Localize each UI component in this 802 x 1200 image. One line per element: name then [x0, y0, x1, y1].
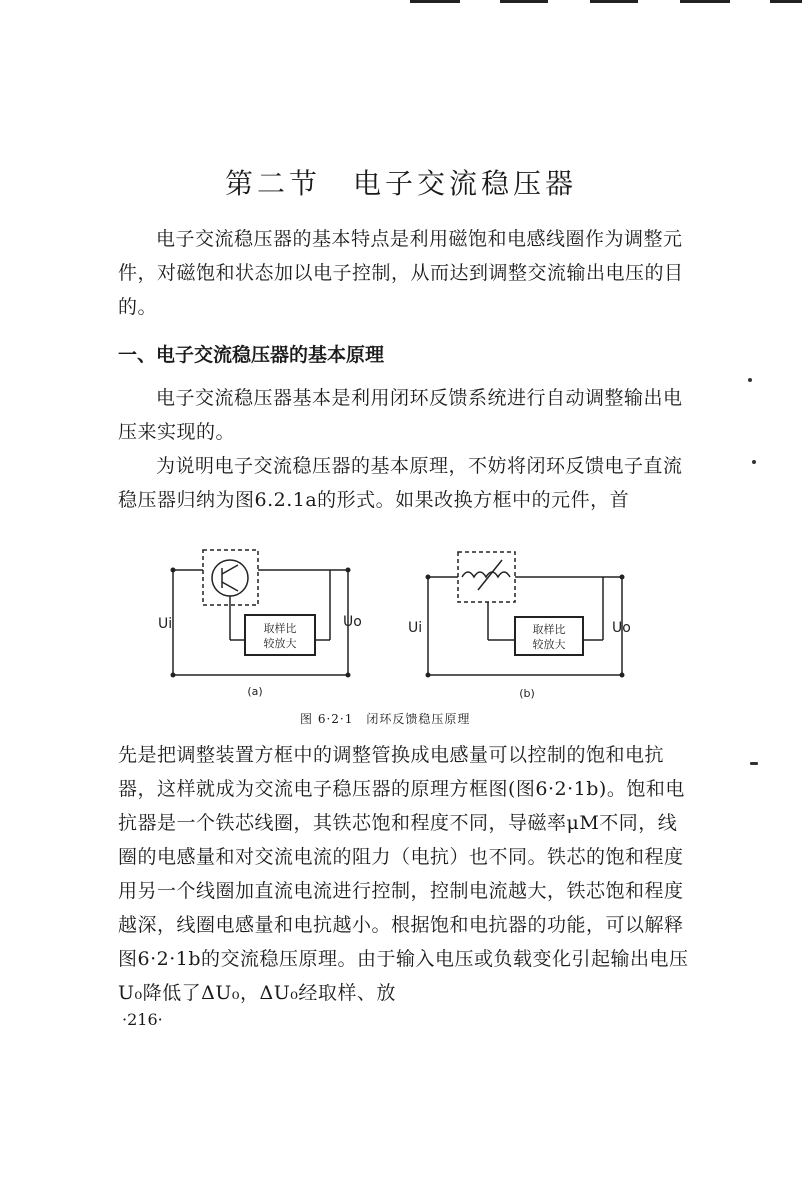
output-label-a: Uo	[343, 614, 362, 630]
section-title: 第二节 电子交流稳压器	[224, 167, 577, 200]
circuit-figure	[0, 540, 802, 720]
margin-mark	[748, 378, 752, 382]
transistor-icon	[212, 560, 248, 596]
output-label-b: Uo	[612, 620, 631, 636]
box-a-line2: 较放大	[263, 637, 297, 650]
top-edge-mark	[770, 0, 802, 3]
top-edge-mark	[500, 0, 548, 3]
sublabel-a: (a)	[247, 685, 263, 698]
input-label-a: Ui	[158, 616, 173, 632]
margin-mark	[752, 460, 756, 464]
inductor-icon	[462, 572, 510, 577]
input-label-b: Ui	[408, 620, 423, 636]
box-b-line1: 取样比	[532, 623, 566, 636]
figure-caption: 图 6·2·1 闭环反馈稳压原理	[300, 712, 471, 726]
diagram-a	[173, 550, 348, 675]
top-edge-mark	[590, 0, 638, 3]
paragraph-1: 电子交流稳压器基本是利用闭环反馈系统进行自动调整输出电压来实现的。	[118, 387, 683, 443]
page-number: ·216·	[122, 1010, 163, 1029]
margin-mark	[750, 762, 758, 765]
top-edge-mark	[680, 0, 730, 3]
intro-paragraph: 电子交流稳压器的基本特点是利用磁饱和电感线圈作为调整元件，对磁饱和状态加以电子控制，从而达到调整交流输出电压的目的。	[118, 228, 684, 318]
paragraph-3: 先是把调整装置方框中的调整管换成电感量可以控制的饱和电抗器，这样就成为交流电子稳压器的原理方框图(图6·2·1b)。饱和电抗器是一个铁芯线圈，其铁芯饱和程度不同，导磁率μM不同，线圈的电感量和对交流电流的阻力（电抗）也不同。铁芯的饱和程度用另一个线圈加直流电流进行控制，控制电流越大，铁芯饱和程度越深，线圈电感量和电抗越小。根据饱和电抗器的功能，可以解释图6·2·1b的交流稳压原理。由于输入电压或负载变化引起输出电压U₀降低了ΔU₀，ΔU₀经取样、放	[118, 744, 689, 1004]
top-edge-mark	[410, 0, 460, 3]
section-heading: 一、电子交流稳压器的基本原理	[118, 344, 385, 366]
box-a-line1: 取样比	[263, 622, 297, 635]
sublabel-b: (b)	[519, 687, 535, 700]
paragraph-2: 为说明电子交流稳压器的基本原理，不妨将闭环反馈电子直流稳压器归纳为图6.2.1a的形式。如果改换方框中的元件，首	[118, 455, 683, 511]
diagram-b	[428, 552, 622, 675]
box-b-line2: 较放大	[532, 638, 566, 651]
